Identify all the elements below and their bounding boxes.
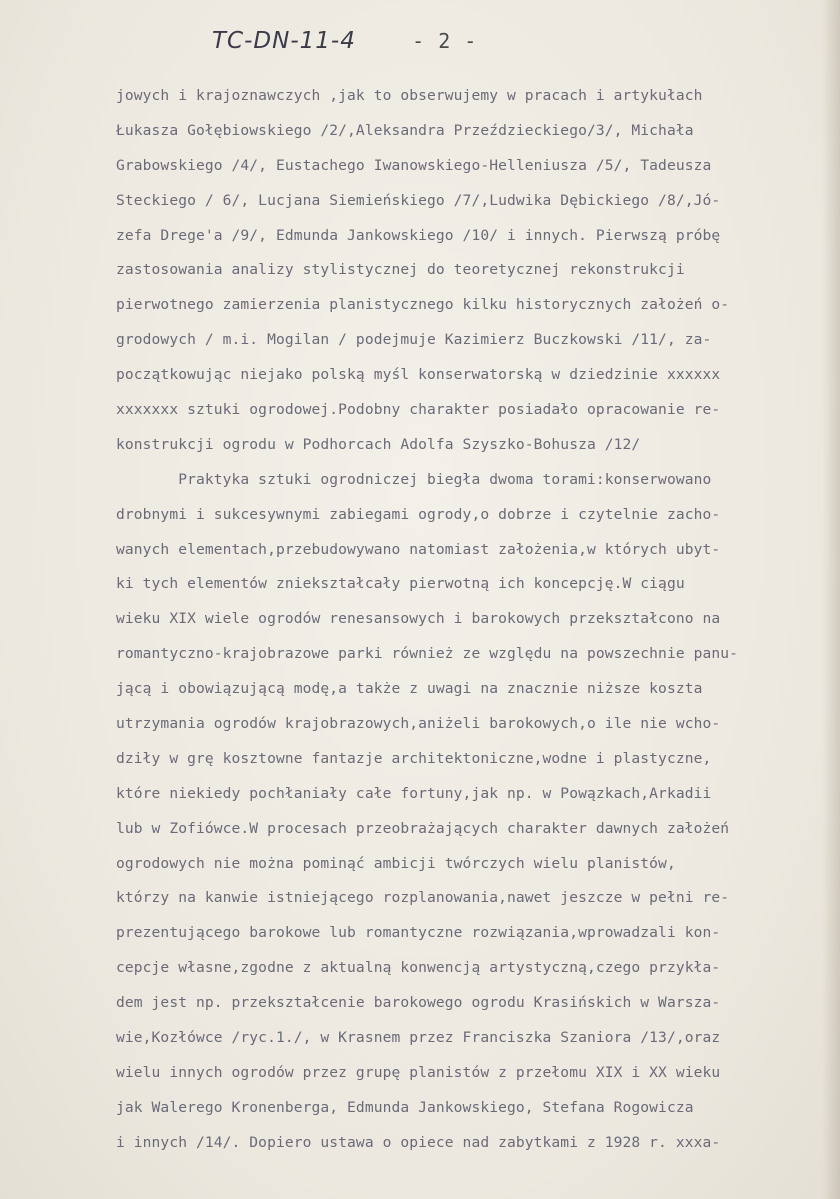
- page-number: - 2 -: [412, 29, 478, 53]
- text-line: pierwotnego zamierzenia planistycznego kilku historycznych założeń o-: [116, 296, 730, 314]
- text-line: lub w Zofiówce.W procesach przeobrażających charakter dawnych założeń: [116, 819, 730, 837]
- text-line: jak Walerego Kronenberga, Edmunda Jankowskiego, Stefana Rogowicza: [116, 1098, 694, 1116]
- text-line: konstrukcji ogrodu w Podhorcach Adolfa Szyszko-Bohusza /12/: [116, 435, 641, 453]
- page-header: [212, 28, 477, 54]
- body-text: [116, 79, 828, 1161]
- text-line: wie,Kozłówce /ryc.1./, w Krasnem przez Franciszka Szaniora /13/,oraz: [116, 1029, 721, 1047]
- text-line: cepcje własne,zgodne z aktualną konwencją artystyczną,czego przykła-: [116, 959, 721, 977]
- text-line: wielu innych ogrodów przez grupę planistów z przełomu XIX i XX wieku: [116, 1063, 721, 1081]
- text-line: które niekiedy pochłaniały całe fortuny,jak np. w Powązkach,Arkadii: [116, 784, 712, 802]
- text-line: dziły w grę kosztowne fantazje architektoniczne,wodne i plastyczne,: [116, 749, 712, 767]
- text-line: którzy na kanwie istniejącego rozplanowania,nawet jeszcze w pełni re-: [116, 889, 730, 907]
- document-reference: TC-DN-11-4: [212, 28, 356, 54]
- text-line: xxxxxxx sztuki ogrodowej.Podobny charakter posiadało opracowanie re-: [116, 401, 721, 419]
- text-line: zefa Drege'a /9/, Edmunda Jankowskiego /10/ i innych. Pierwszą próbę: [116, 226, 721, 244]
- text-line: początkowując niejako polską myśl konserwatorską w dziedzinie xxxxxx: [116, 366, 721, 384]
- text-line: ki tych elementów zniekształcały pierwotną ich koncepcję.W ciągu: [116, 575, 685, 593]
- text-line: i innych /14/. Dopiero ustawa o opiece nad zabytkami z 1928 r. xxxa-: [116, 1133, 721, 1151]
- text-line: wieku XIX wiele ogrodów renesansowych i barokowych przekształcono na: [116, 610, 721, 628]
- text-line: grodowych / m.i. Mogilan / podejmuje Kazimierz Buczkowski /11/, za-: [116, 331, 712, 349]
- text-line: drobnymi i sukcesywnymi zabiegami ogrody,o dobrze i czytelnie zacho-: [116, 505, 721, 523]
- text-line: Steckiego / 6/, Lucjana Siemieńskiego /7/,Ludwika Dębickiego /8/,Jó-: [116, 191, 721, 209]
- text-line: dem jest np. przekształcenie barokowego ogrodu Krasińskich w Warsza-: [116, 994, 721, 1012]
- text-line: romantyczno-krajobrazowe parki również ze względu na powszechnie panu-: [116, 645, 739, 663]
- text-line: wanych elementach,przebudowywano natomiast założenia,w których ubyt-: [116, 540, 721, 558]
- text-line: jącą i obowiązującą modę,a także z uwagi na znacznie niższe koszta: [116, 680, 703, 698]
- text-line: utrzymania ogrodów krajobrazowych,aniżeli barokowych,o ile nie wcho-: [116, 715, 721, 733]
- text-line: zastosowania analizy stylistycznej do teoretycznej rekonstrukcji: [116, 261, 685, 279]
- text-line: Praktyka sztuki ogrodniczej biegła dwoma torami:konserwowano: [116, 470, 712, 488]
- text-line: Łukasza Gołębiowskiego /2/,Aleksandra Przeździeckiego/3/, Michała: [116, 121, 694, 139]
- text-line: prezentującego barokowe lub romantyczne rozwiązania,wprowadzali kon-: [116, 924, 721, 942]
- text-line: Grabowskiego /4/, Eustachego Iwanowskiego-Helleniusza /5/, Tadeusza: [116, 156, 712, 174]
- text-line: ogrodowych nie można pominąć ambicji twórczych wielu planistów,: [116, 854, 676, 872]
- text-line: jowych i krajoznawczych ,jak to obserwujemy w pracach i artykułach: [116, 87, 703, 104]
